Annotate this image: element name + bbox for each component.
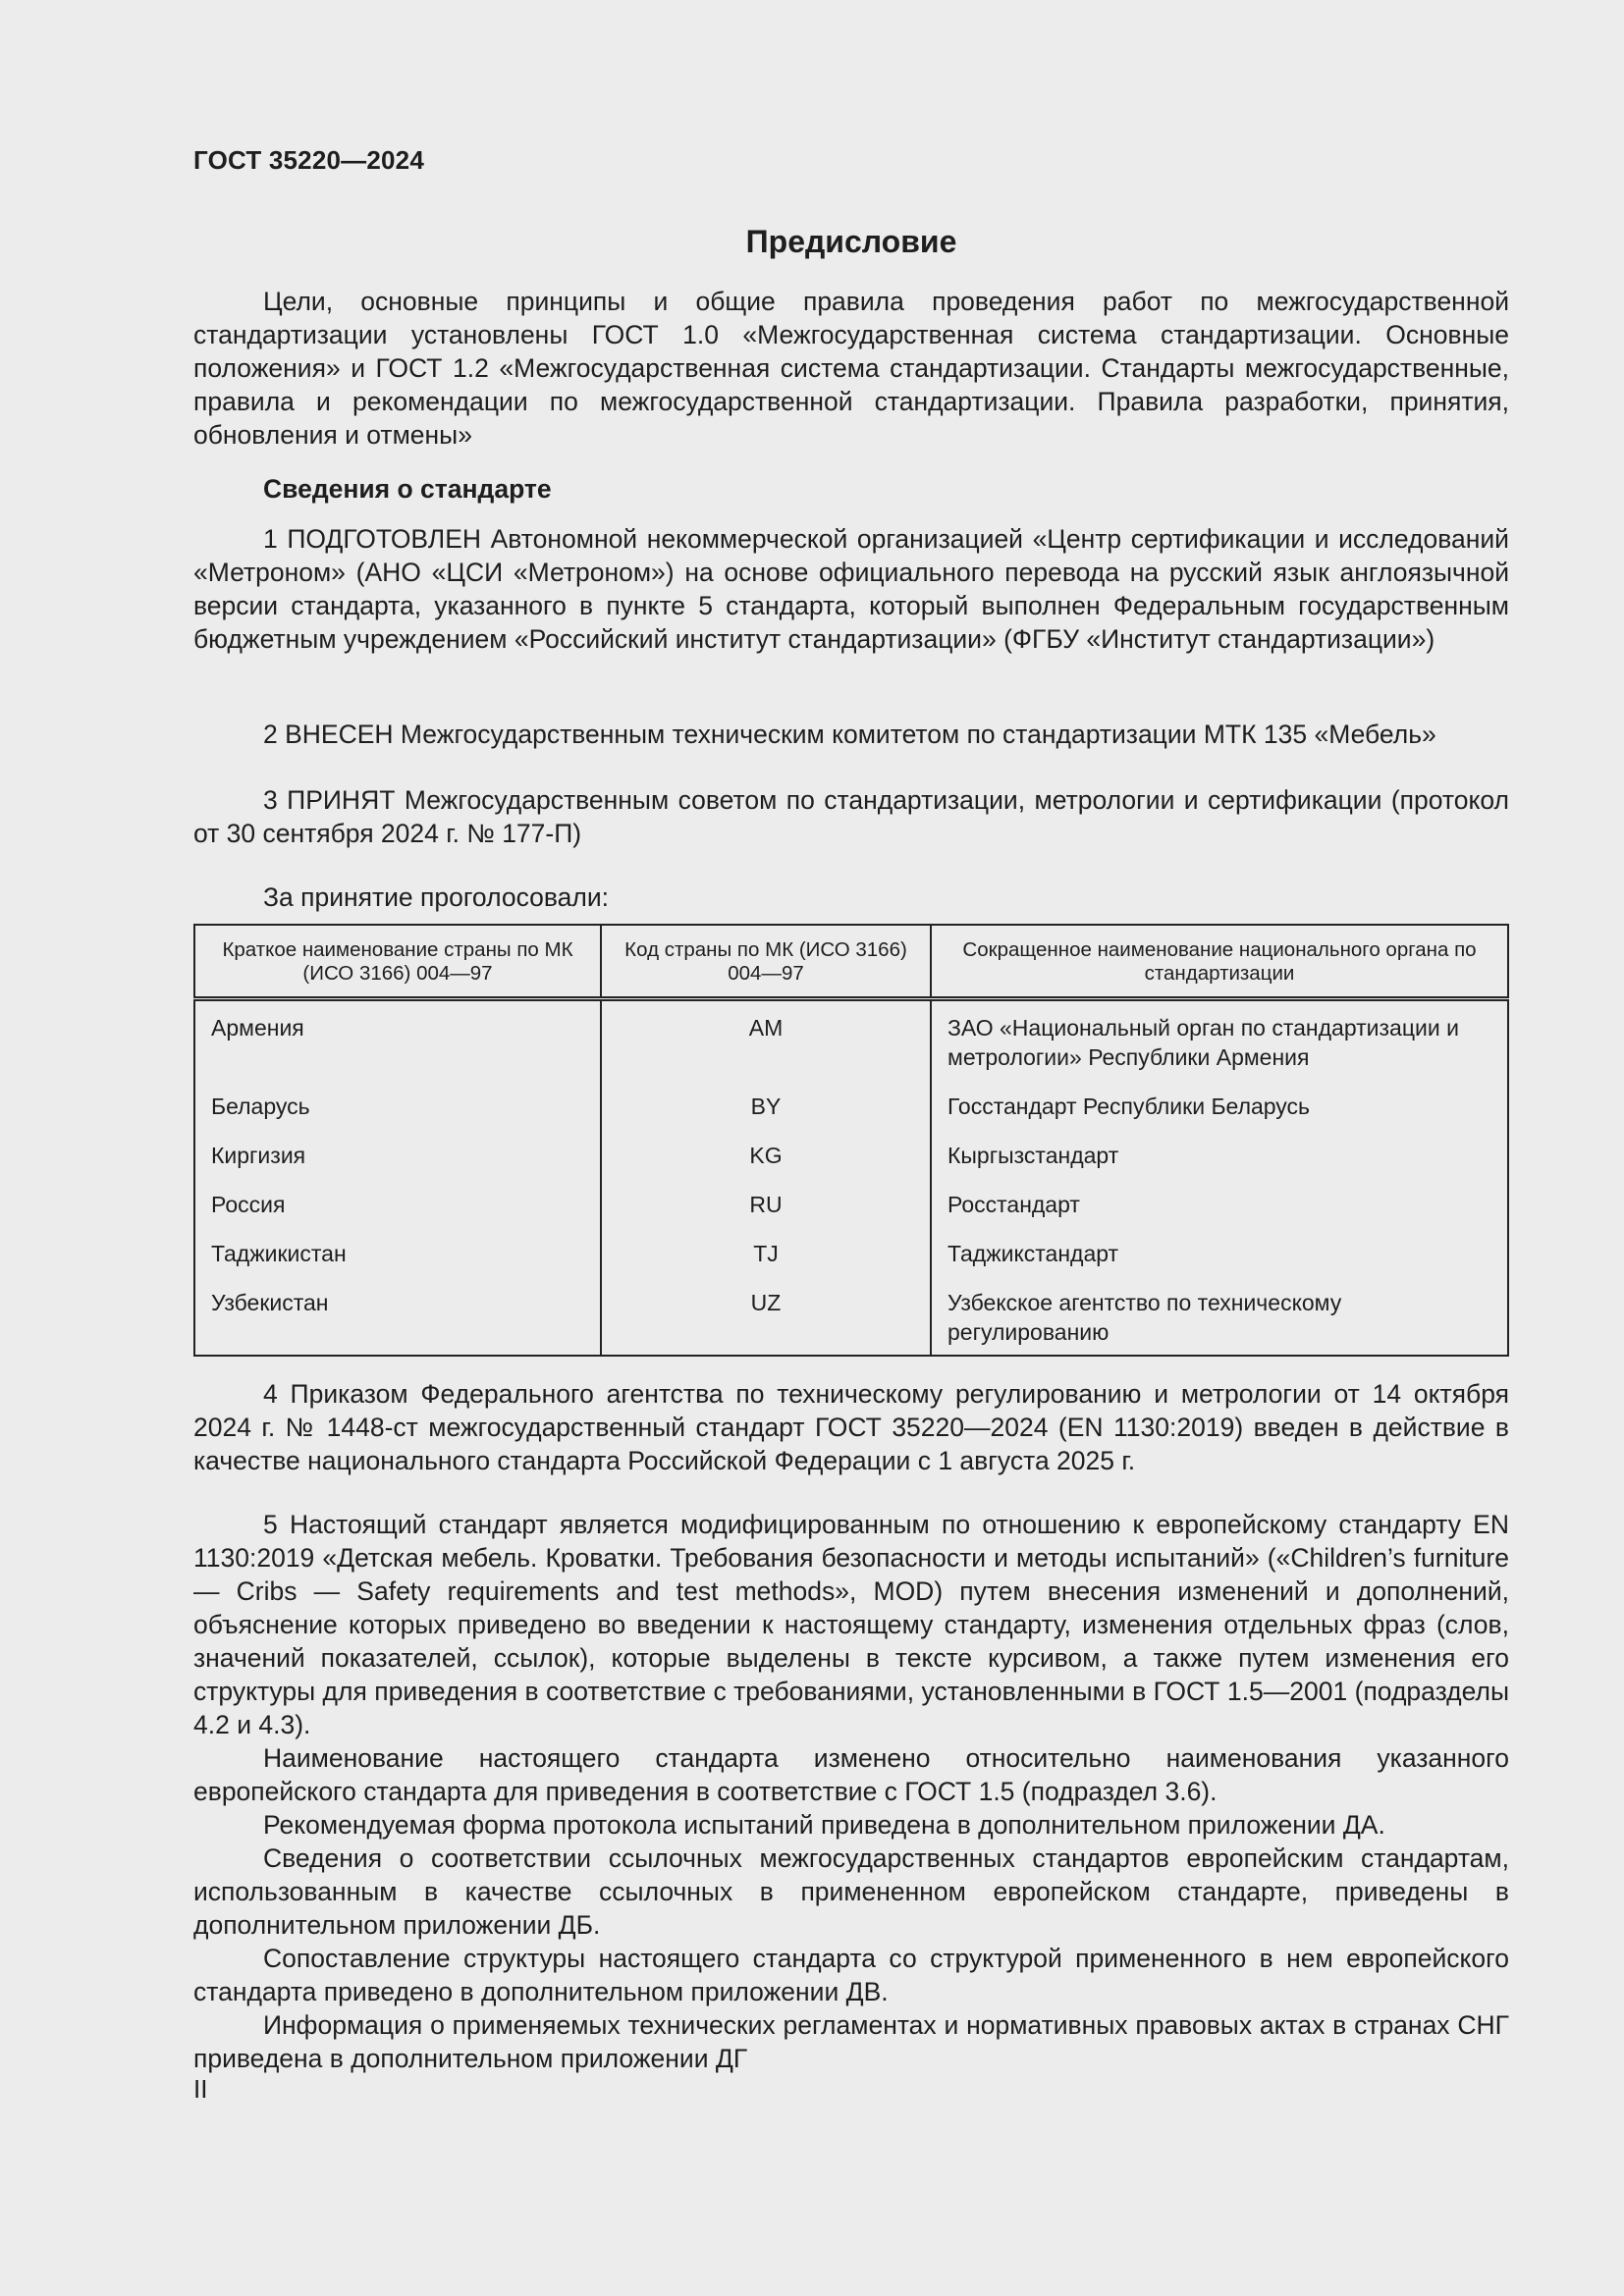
document-code-header: ГОСТ 35220—2024 [193,145,424,175]
page-number: II [193,2074,208,2104]
item-5-annex-db-paragraph: Сведения о соответствии ссылочных межгосударственных стандартов европейским стандартам, использованным в качестве ссылочных в примененном европейском стандарте, приведены в дополнительном приложении ДБ. [193,1843,1509,1940]
table-header-row [194,925,1508,999]
table-row [194,1170,1508,1219]
country-cell: Таджикистан [194,1219,601,1268]
code-cell: AM [601,999,931,1073]
code-cell: KG [601,1121,931,1170]
code-cell: RU [601,1170,931,1219]
table-row [194,999,1508,1073]
code-cell: BY [601,1072,931,1121]
national-body-cell: Узбекское агентство по техническому регулированию [931,1268,1508,1356]
national-body-cell: Таджикстандарт [931,1219,1508,1268]
code-cell: TJ [601,1219,931,1268]
header-national-body: Сокращенное наименование национального органа по стандартизации [931,925,1508,999]
item-2-paragraph: 2 ВНЕСЕН Межгосударственным техническим комитетом по стандартизации МТК 135 «Мебель» [263,720,1436,749]
item-3-paragraph: 3 ПРИНЯТ Межгосударственным советом по стандартизации, метрологии и сертификации (протокол от 30 сентября 2024 г. № 177-П) [193,785,1509,848]
intro-paragraph: Цели, основные принципы и общие правила проведения работ по межгосударственной стандартизации установлены ГОСТ 1.0 «Межгосударственная система стандартизации. Основные положения» и ГОСТ 1.2 «Межгосударственная система стандартизации. Стандарты межгосударственные, правила и рекомендации по межгосударственной стандартизации. Правила разработки, принятия, обновления и отмены» [193,287,1509,450]
item-5-annex-da-paragraph: Рекомендуемая форма протокола испытаний приведена в дополнительном приложении ДА. [263,1810,1385,1840]
info-heading: Сведения о стандарте [263,474,552,504]
item-1-paragraph: 1 ПОДГОТОВЛЕН Автономной некоммерческой организацией «Центр сертификации и исследований «Метроном» (АНО «ЦСИ «Метроном») на основе официального перевода на русский язык англоязычной версии стандарта, указанного в пункте 5 стандарта, который выполнен Федеральным государственным бюджетным учреждением «Российский институт стандартизации» (ФГБУ «Институт стандартизации») [193,524,1509,654]
item-4-paragraph: 4 Приказом Федерального агентства по техническому регулированию и метрологии от 14 октября 2024 г. № 1448-ст межгосударственный стандарт ГОСТ 35220—2024 (EN 1130:2019) введен в действие в качестве национального стандарта Российской Федерации с 1 августа 2025 г. [193,1379,1509,1475]
table-row [194,1121,1508,1170]
item-5-paragraph: 5 Настоящий стандарт является модифицированным по отношению к европейскому стандарту EN 1130:2019 «Детская мебель. Кроватки. Требования безопасности и методы испытаний» («Children’s furniture — Cribs — Safety requirements and test methods», MOD) путем внесения изменений и дополнений, объяснение которых приведено во введении к настоящему стандарту, изменения отдельных фраз (слов, значений показателей, ссылок), которые выделены в тексте курсивом, а также путем изменения его структуры для приведения в соответствие с требованиями, установленными в ГОСТ 1.5—2001 (подразделы 4.2 и 4.3). [193,1510,1509,1739]
header-country: Краткое наименование страны по МК (ИСО 3166) 004—97 [194,925,601,999]
page-title: Предисловие [745,224,957,259]
national-body-cell: Росстандарт [931,1170,1508,1219]
item-5-annex-dg-paragraph: Информация о применяемых технических регламентах и нормативных правовых актах в странах СНГ приведена в дополнительном приложении ДГ [193,2010,1509,2073]
header-code: Код страны по МК (ИСО 3166) 004—97 [601,925,931,999]
country-cell: Беларусь [194,1072,601,1121]
votes-table [193,924,1509,1357]
table-row [194,1219,1508,1268]
code-cell: UZ [601,1268,931,1356]
country-cell: Россия [194,1170,601,1219]
country-cell: Узбекистан [194,1268,601,1356]
item-5-section [193,1508,1509,2075]
table-row [194,1072,1508,1121]
table-row [194,1268,1508,1356]
country-cell: Армения [194,999,601,1073]
national-body-cell: ЗАО «Национальный орган по стандартизации и метрологии» Республики Армения [931,999,1508,1073]
country-cell: Киргизия [194,1121,601,1170]
national-body-cell: Кыргызстандарт [931,1121,1508,1170]
national-body-cell: Госстандарт Республики Беларусь [931,1072,1508,1121]
item-5-annex-dv-paragraph: Сопоставление структуры настоящего стандарта со структурой примененного в нем европейского стандарта приведено в дополнительном приложении ДВ. [193,1944,1509,2006]
votes-intro: За принятие проголосовали: [263,882,610,912]
item-5-naming-paragraph: Наименование настоящего стандарта изменено относительно наименования указанного европейского стандарта для приведения в соответствие с ГОСТ 1.5 (подраздел 3.6). [193,1743,1509,1806]
